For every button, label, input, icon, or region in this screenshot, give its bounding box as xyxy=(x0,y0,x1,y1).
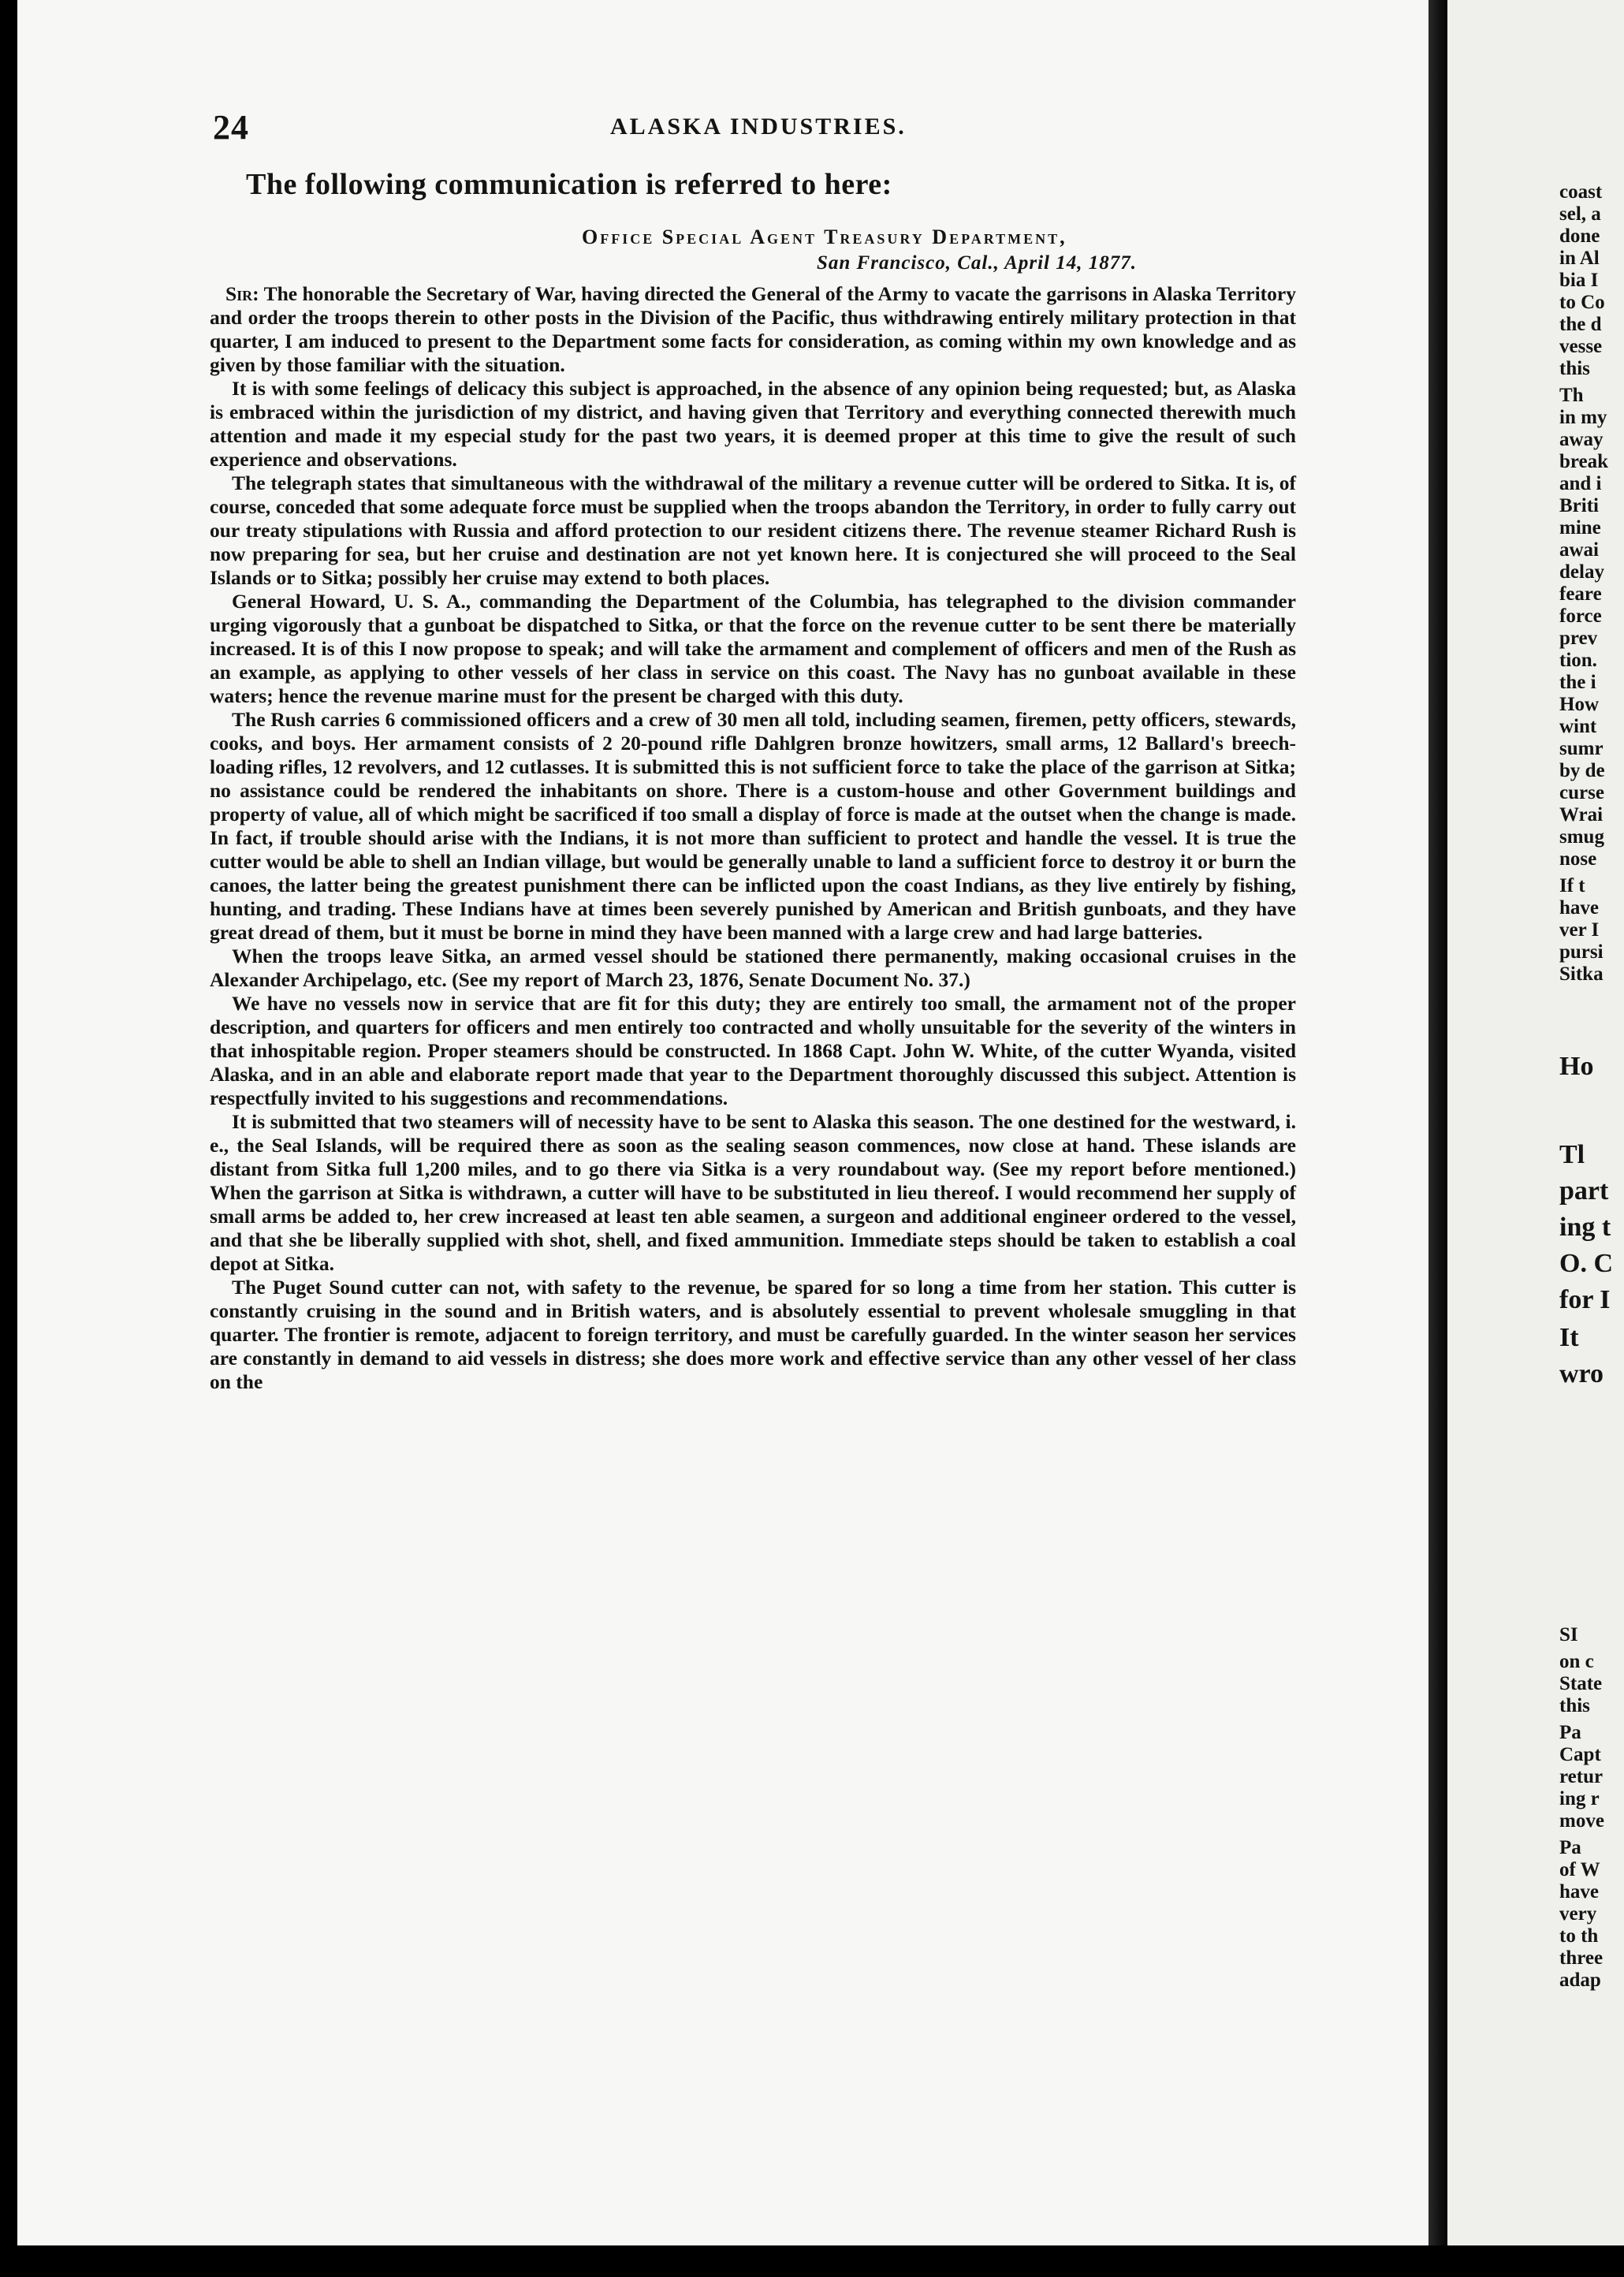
facing-line-fragment: this xyxy=(1559,1695,1590,1716)
facing-line-fragment: curse xyxy=(1559,782,1604,803)
facing-line-fragment: for I xyxy=(1559,1285,1611,1314)
facing-page xyxy=(1447,0,1624,2245)
facing-line-fragment: wro xyxy=(1559,1359,1604,1388)
facing-line-fragment: sumr xyxy=(1559,738,1604,759)
facing-line-fragment: ver I xyxy=(1559,919,1600,941)
facing-line-fragment: bia I xyxy=(1559,270,1599,291)
sender-line: Office Special Agent Treasury Department, xyxy=(582,225,1067,248)
facing-line-fragment: Sitka xyxy=(1559,963,1604,985)
facing-line-fragment: Tl xyxy=(1559,1140,1585,1169)
facing-line-fragment: nose xyxy=(1559,848,1597,870)
document-page xyxy=(17,0,1428,2245)
facing-line-fragment: Th xyxy=(1559,385,1584,406)
facing-line-fragment: to th xyxy=(1559,1925,1599,1947)
facing-line-fragment: to Co xyxy=(1559,292,1605,313)
facing-line-fragment: prev xyxy=(1559,628,1598,649)
running-head xyxy=(17,107,1428,147)
facing-line-fragment: It xyxy=(1559,1323,1579,1352)
facing-line-fragment: the i xyxy=(1559,672,1596,693)
book-gutter xyxy=(1428,0,1447,2245)
dateline: San Francisco, Cal., April 14, 1877. xyxy=(817,252,1137,274)
facing-line-fragment: have xyxy=(1559,1881,1599,1902)
facing-line-fragment: delay xyxy=(1559,561,1604,583)
facing-line-fragment: mine xyxy=(1559,517,1601,539)
facing-line-fragment: in my xyxy=(1559,407,1607,428)
facing-line-fragment: of W xyxy=(1559,1859,1600,1880)
facing-line-fragment: awai xyxy=(1559,539,1599,561)
facing-line-fragment: in Al xyxy=(1559,248,1600,269)
facing-line-fragment: coast xyxy=(1559,181,1603,203)
facing-line-fragment: How xyxy=(1559,694,1599,715)
facing-line-fragment: ing t xyxy=(1559,1213,1611,1242)
facing-line-fragment: this xyxy=(1559,358,1590,379)
facing-line-fragment: Briti xyxy=(1559,495,1599,516)
facing-line-fragment: O. C xyxy=(1559,1249,1613,1278)
facing-line-fragment: tion. xyxy=(1559,650,1597,671)
letter-paragraph: It is submitted that two steamers will of necessity have to be sent to Alaska this season. The one destined for the westward, i. e., the Seal Islands, will be required there as soon as the sealing season commences, now close at hand. These islands are distant from Sitka full 1,200 miles, and to go there via Sitka is a very roundabout way. (See my report before mentioned.) When the garrison at Sitka is withdrawn, a cutter will have to be substituted in lieu thereof. I would recommend her supply of small arms be added to, her crew increased at least ten able seamen, a surgeon and additional engineer ordered to the vessel, and that she be liberally supplied with shot, shell, and fixed ammunition. Immediate steps should be taken to establish a coal depot at Sitka. xyxy=(210,1110,1296,1275)
facing-line-fragment: and i xyxy=(1559,473,1602,494)
facing-line-fragment: smug xyxy=(1559,826,1604,848)
facing-line-fragment: Pa xyxy=(1559,1722,1581,1743)
facing-line-fragment: SI xyxy=(1559,1624,1578,1645)
facing-line-fragment: adap xyxy=(1559,1970,1601,1991)
facing-line-fragment: State xyxy=(1559,1673,1603,1694)
facing-line-fragment: force xyxy=(1559,606,1602,627)
running-title: ALASKA INDUSTRIES. xyxy=(610,114,907,140)
facing-line-fragment: vesse xyxy=(1559,336,1603,357)
facing-line-fragment: break xyxy=(1559,451,1609,472)
facing-line-fragment: on c xyxy=(1559,1651,1594,1672)
facing-line-fragment: part xyxy=(1559,1176,1609,1206)
letter-body xyxy=(210,282,1296,1394)
facing-line-fragment: sel, a xyxy=(1559,203,1601,225)
letter-paragraph xyxy=(210,282,1296,377)
facing-line-fragment: retur xyxy=(1559,1766,1604,1787)
letter-paragraph: The Puget Sound cutter can not, with safety to the revenue, be spared for so long a time from her station. This cutter is constantly cruising in the sound and in British waters, and is absolutely essential to prevent wholesale smuggling in that quarter. The frontier is remote, adjacent to foreign territory, and must be carefully guarded. In the winter season her services are constantly in demand to aid vessels in distress; she does more work and effective service than any other vessel of her class on the xyxy=(210,1276,1296,1393)
facing-line-fragment: done xyxy=(1559,225,1600,247)
facing-line-fragment: wint xyxy=(1559,716,1597,737)
facing-line-fragment: very xyxy=(1559,1903,1597,1925)
facing-line-fragment: Pa xyxy=(1559,1837,1581,1858)
paragraph-text: The honorable the Secretary of War, having directed the General of the Army to vacate the garrisons in Alaska Territory and order the troops therein to other posts in the Division of the Pacific, thus withdrawing entirely military protection in that quarter, I am induced to present to the Department some facts for consideration, as coming within my own knowledge and as given by those familiar with the situation. xyxy=(210,282,1296,376)
facing-line-fragment: have xyxy=(1559,897,1599,919)
letter-paragraph: General Howard, U. S. A., commanding the Department of the Columbia, has telegraphed to the division commander urging vigorously that a gunboat be dispatched to Sitka, or that the force on the revenue cutter to be sent there be materially increased. It is of this I now propose to speak; and will take the armament and complement of officers and men of the Rush as an example, as applying to other vessels of her class in service on this coast. The Navy has no gunboat available in these waters; hence the revenue marine must for the present be charged with this duty. xyxy=(210,590,1296,707)
facing-line-fragment: three xyxy=(1559,1947,1604,1969)
letter-paragraph: The Rush carries 6 commissioned officers and a crew of 30 men all told, including seamen, firemen, petty officers, stewards, cooks, and boys. Her armament consists of 2 20-pound rifle Dahlgren bronze howitzers, small arms, 12 Ballard's breech-loading rifles, 12 revolvers, and 12 cutlasses. It is submitted this is not sufficient force to take the place of the garrison at Sitka; no assistance could be rendered the inhabitants on shore. There is a custom-house and other Government buildings and property of value, all of which might be sacrificed if too small a display of force is made at the outset when the change is made. In fact, if trouble should arise with the Indians, it is not more than sufficient to protect and handle the vessel. It is true the cutter would be able to shell an Indian village, but would be generally unable to land a sufficient force to destroy it or burn the canoes, the latter being the greatest punishment there can be inflicted upon the coast Indians, as they live entirely by fishing, hunting, and trading. These Indians have at times been severely punished by American and British gunboats, and they have great dread of them, but it must be borne in mind they have been manned with a large crew and had large batteries. xyxy=(210,708,1296,944)
facing-line-fragment: away xyxy=(1559,429,1604,450)
facing-line-fragment: by de xyxy=(1559,760,1605,781)
facing-line-fragment: Wrai xyxy=(1559,804,1604,825)
facing-line-fragment: If t xyxy=(1559,875,1585,896)
facing-line-fragment: Capt xyxy=(1559,1744,1601,1765)
letter-paragraph: The telegraph states that simultaneous with the withdrawal of the military a revenue cutter will be ordered to Sitka. It is, of course, conceded that some adequate force must be supplied when the troops abandon the Territory, in order to fully carry out our treaty stipulations with Russia and afford protection to our resident citizens there. The revenue steamer Richard Rush is now preparing for sea, but her cruise and destination are not yet known here. It is conjectured she will proceed to the Seal Islands or to Sitka; possibly her cruise may extend to both places. xyxy=(210,471,1296,589)
salutation: Sir: xyxy=(225,282,259,305)
facing-line-fragment: pursi xyxy=(1559,941,1604,963)
facing-line-fragment: move xyxy=(1559,1810,1604,1832)
facing-line-fragment: Ho xyxy=(1559,1052,1594,1081)
page-number: 24 xyxy=(213,108,249,147)
facing-line-fragment: the d xyxy=(1559,314,1602,335)
facing-line-fragment: ing r xyxy=(1559,1788,1600,1809)
facing-line-fragment: feare xyxy=(1559,583,1602,605)
intro-heading: The following communication is referred to here: xyxy=(246,168,892,201)
letter-paragraph: When the troops leave Sitka, an armed vessel should be stationed there permanently, making occasional cruises in the Alexander Archipelago, etc. (See my report of March 23, 1876, Senate Document No. 37.) xyxy=(210,945,1296,991)
scan-border xyxy=(0,2245,1624,2277)
letter-paragraph: We have no vessels now in service that are fit for this duty; they are entirely too small, the armament not of the proper description, and quarters for officers and men entirely too contracted and wholly unsuitable for the severity of the winters in that inhospitable region. Proper steamers should be constructed. In 1868 Capt. John W. White, of the cutter Wyanda, visited Alaska, and in an able and elaborate report made that year to the Department thoroughly discussed this subject. Attention is respectfully invited to his suggestions and recommendations. xyxy=(210,992,1296,1109)
facing-page-text xyxy=(1447,0,1624,2245)
letter-paragraph: It is with some feelings of delicacy this subject is approached, in the absence of any opinion being requested; but, as Alaska is embraced within the jurisdiction of my district, and having given that Territory and everything connected therewith much attention and made it my especial study for the past two years, it is deemed proper at this time to give the result of such experience and observations. xyxy=(210,377,1296,471)
